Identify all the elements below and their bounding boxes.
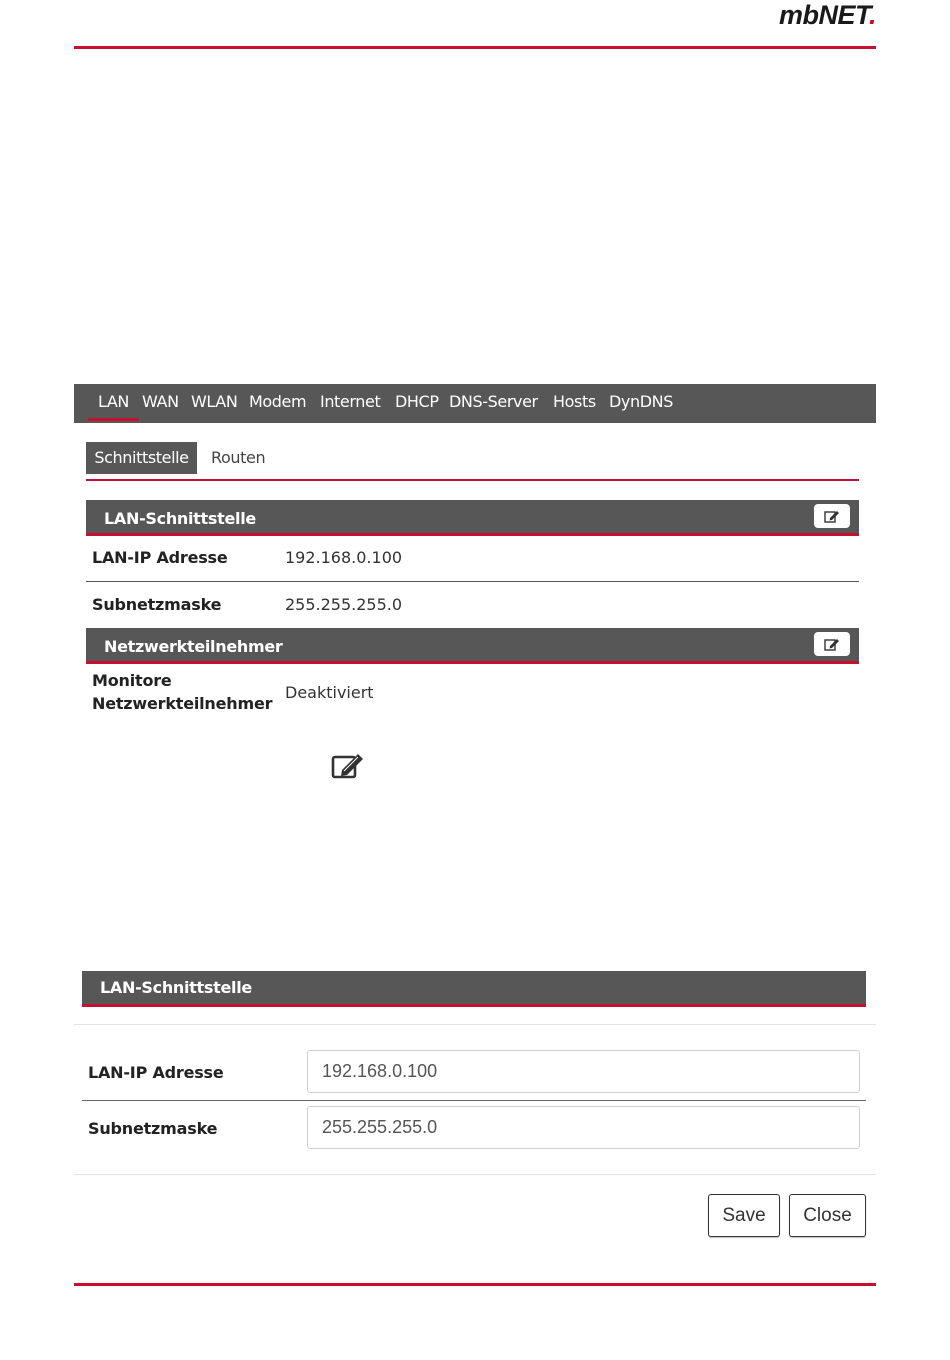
- top-divider: [74, 46, 876, 49]
- participants-title: Netzwerkteilnehmer: [104, 637, 283, 656]
- subnet-mask-value: 255.255.255.0: [285, 595, 403, 614]
- tab-dhcp[interactable]: DHCP: [395, 392, 439, 411]
- row-divider: [86, 581, 859, 582]
- save-button[interactable]: Save: [708, 1194, 780, 1237]
- lan-ip-label: LAN-IP Adresse: [92, 548, 228, 567]
- tab-wan[interactable]: WAN: [142, 392, 179, 411]
- lan-interface-title: LAN-Schnittstelle: [104, 509, 256, 528]
- brand-dot: .: [868, 0, 876, 30]
- edit-icon: [331, 752, 367, 780]
- dialog-ip-label: LAN-IP Adresse: [88, 1063, 224, 1082]
- lan-ip-value: 192.168.0.100: [285, 548, 403, 567]
- monitor-value: Deaktiviert: [285, 683, 374, 702]
- subnet-mask-input[interactable]: 255.255.255.0: [307, 1106, 860, 1149]
- lan-interface-header: [86, 500, 859, 536]
- subtab-schnittstelle[interactable]: Schnittstelle: [86, 442, 197, 474]
- edit-icon: [824, 509, 840, 523]
- tab-internet[interactable]: Internet: [320, 392, 381, 411]
- bottom-divider: [74, 1283, 876, 1286]
- dialog-divider-bottom: [74, 1174, 876, 1175]
- brand-name: mbNET: [778, 0, 869, 30]
- form-row-divider: [82, 1100, 866, 1101]
- main-navbar: [74, 384, 876, 423]
- ip-address-input[interactable]: 192.168.0.100: [307, 1050, 860, 1093]
- dialog-title: LAN-Schnittstelle: [100, 978, 252, 997]
- participants-header: [86, 628, 859, 664]
- close-button[interactable]: Close: [789, 1194, 866, 1237]
- edit-icon: [824, 637, 840, 651]
- monitor-label-line2: Netzwerkteilnehmer: [92, 694, 273, 713]
- tab-dyndns[interactable]: DynDNS: [609, 392, 673, 411]
- participants-edit-button[interactable]: [814, 632, 850, 656]
- dialog-mask-label: Subnetzmaske: [88, 1119, 218, 1138]
- monitor-label-line1: Monitore: [92, 671, 172, 690]
- dialog-divider-top: [74, 1024, 876, 1025]
- subtab-routen[interactable]: Routen: [211, 448, 266, 467]
- brand-logo: [742, 0, 876, 30]
- lan-interface-edit-button[interactable]: [814, 504, 850, 528]
- tab-hosts[interactable]: Hosts: [553, 392, 596, 411]
- tab-modem[interactable]: Modem: [249, 392, 307, 411]
- tab-wlan[interactable]: WLAN: [191, 392, 238, 411]
- tab-lan[interactable]: LAN: [98, 392, 129, 411]
- subtabs-divider: [86, 479, 859, 481]
- tab-dns-server[interactable]: DNS-Server: [449, 392, 538, 411]
- dialog-header: [82, 971, 866, 1007]
- subnet-mask-label: Subnetzmaske: [92, 595, 222, 614]
